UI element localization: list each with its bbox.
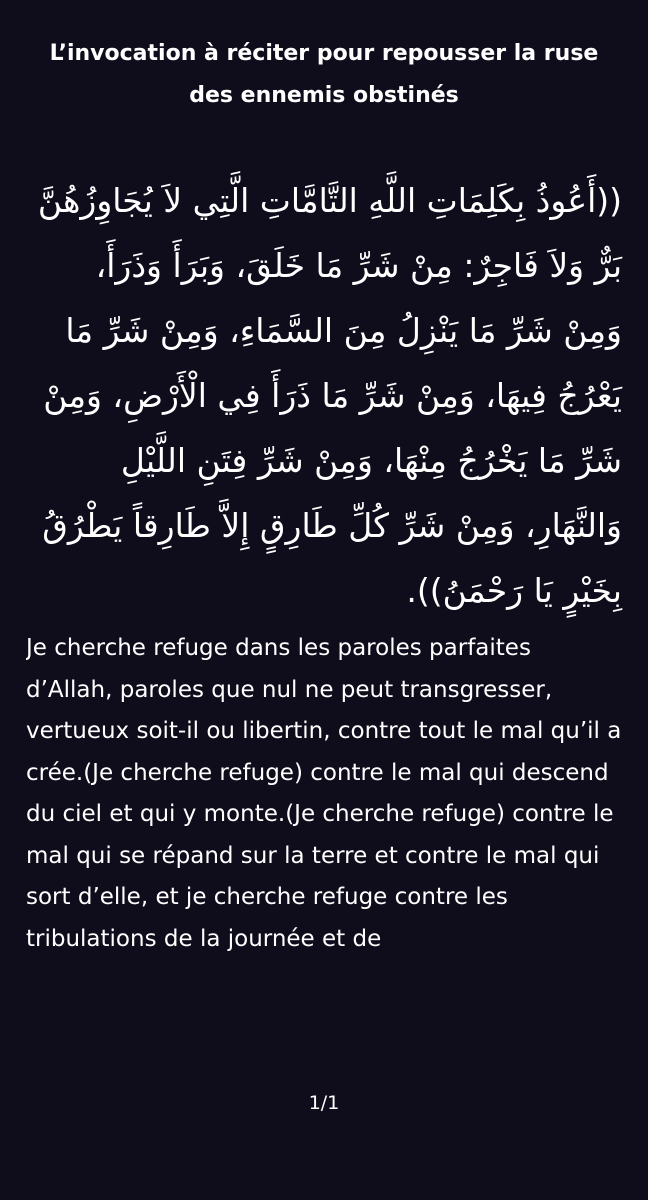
french-translation-text: Je cherche refuge dans les paroles parfaites d’Allah, paroles que nul ne peut transgresser, vertueux soit-il ou libertin, contre tout le mal qu’il a crée.(Je cherche refuge) contre le mal qui descend du ciel et qui y monte.(Je cherche refuge) contre le mal qui se répand sur la terre et contre le mal qui sort d’elle, et je cherche refuge contre les tribulations de la journée et de	[26, 635, 622, 952]
page-indicator: 1/1	[308, 1092, 340, 1114]
arabic-invocation-text: ((أَعُوذُ بِكَلِمَاتِ اللَّهِ التَّامَّاتِ الَّتِي لاَ يُجَاوِزُهُنَّ بَرٌّ وَلاَ فَاجِرٌ: مِنْ شَرِّ مَا خَلَقَ، وَبَرَأَ وَذَرَأَ، وَمِنْ شَرِّ مَا يَنْزِلُ مِنَ السَّمَاءِ، وَمِنْ شَرِّ مَا يَعْرُجُ فِيهَا، وَمِنْ شَرِّ مَا ذَرَأَ فِي الْأَرْضِ، وَمِنْ شَرِّ مَا يَخْرُجُ مِنْهَا، وَمِنْ شَرِّ فِتَنِ اللَّيْلِ وَالنَّهَارِ، وَمِنْ شَرِّ كُلِّ طَارِقٍ إِلاَّ طَارِقاً يَطْرُقُ بِخَيْرٍ يَا رَحْمَنُ)).	[37, 181, 622, 610]
page-title: L’invocation à réciter pour repousser la ruse des ennemis obstinés	[49, 41, 599, 108]
